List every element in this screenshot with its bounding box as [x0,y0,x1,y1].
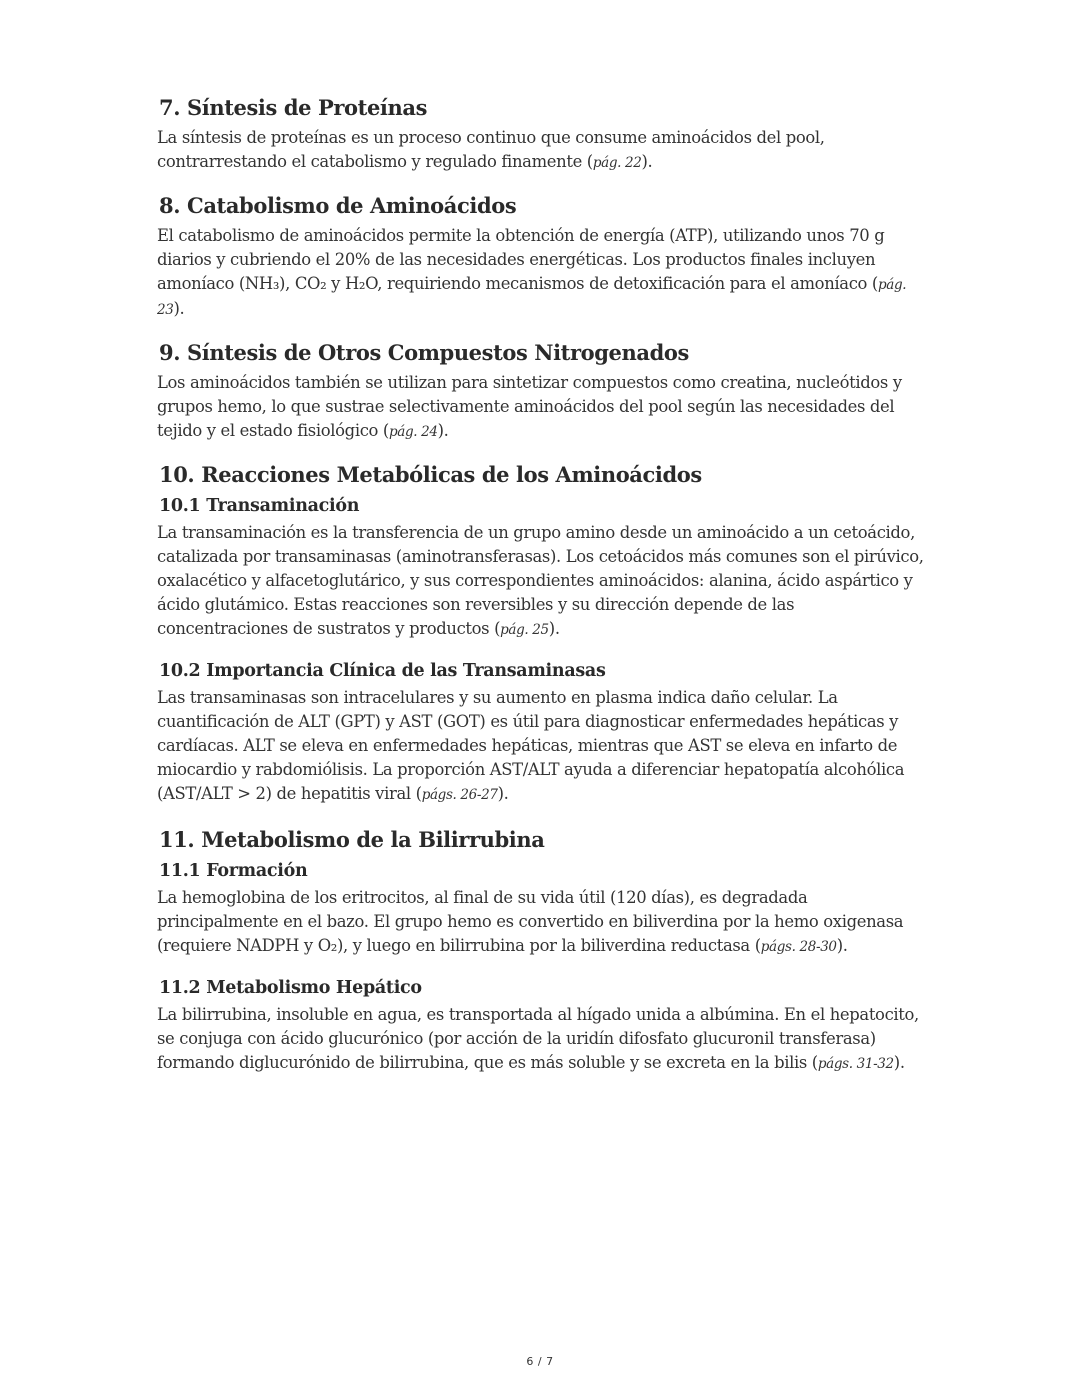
subsection-heading: 11.2 Metabolismo Hepático [159,978,422,998]
page-reference: págs. 26-27 [421,787,498,803]
page-reference: pág. 24 [388,424,438,440]
subsection-paragraph: La hemoglobina de los eritrocitos, al final de su vida útil (120 días), es degradada principalmente en el bazo. El grupo hemo es convertido en biliverdina por la hemo oxigenasa (requiere NADPH y O₂), y luego en bilirrubina por la biliverdina reductasa (págs. 28-30). [157,888,904,955]
page-reference: pág. 22 [592,155,642,171]
section-paragraph: La síntesis de proteínas es un proceso continuo que consume aminoácidos del pool, contrarrestando el catabolismo y regulado finamente (pág. 22). [157,128,825,171]
subsection-transamination [157,493,927,642]
section-nitrogen-compounds [157,338,927,444]
section-paragraph: El catabolismo de aminoácidos permite la obtención de energía (ATP), utilizando unos 70 g diarios y cubriendo el 20% de las necesidades energéticas. Los productos finales incluyen amoníaco (NH₃), CO₂ y H₂O, requiriendo mecanismos de detoxificación para el amoníaco (pág. 23). [157,226,907,318]
subsection-hepatic-metabolism [157,975,927,1076]
subsection-formation [157,858,927,959]
section-protein-synthesis [157,93,927,175]
page-reference: págs. 28-30 [760,939,837,955]
document-page [157,93,927,1076]
section-heading: 11. Metabolismo de la Bilirrubina [159,827,545,852]
section-metabolic-reactions [157,460,927,807]
subsection-paragraph: La bilirrubina, insoluble en agua, es transportada al hígado unida a albúmina. En el hepatocito, se conjuga con ácido glucurónico (por acción de la uridín difosfato glucuronil transferasa) formando diglucurónido de bilirrubina, que es más soluble y se excreta en la bilis (págs. 31-32). [157,1005,919,1072]
subsection-paragraph: Las transaminasas son intracelulares y su aumento en plasma indica daño celular. La cuantificación de ALT (GPT) y AST (GOT) es útil para diagnosticar enfermedades hepáticas y cardíacas. ALT se eleva en enfermedades hepáticas, mientras que AST se eleva en infarto de miocardio y rabdomiólisis. La proporción AST/ALT ayuda a diferenciar hepatopatía alcohólica (AST/ALT > 2) de hepatitis viral (págs. 26-27). [157,688,905,803]
subsection-heading: 10.1 Transaminación [159,496,360,516]
section-amino-acid-catabolism [157,191,927,322]
subsection-heading: 11.1 Formación [159,861,308,881]
section-paragraph: Los aminoácidos también se utilizan para sintetizar compuestos como creatina, nucleótidos y grupos hemo, lo que sustrae selectivamente aminoácidos del pool según las necesidades del tejido y el estado fisiológico (pág. 24). [157,373,902,440]
subsection-transaminases-clinical [157,658,927,807]
page-number: 6 / 7 [526,1355,554,1368]
section-heading: 10. Reacciones Metabólicas de los Aminoácidos [159,462,702,487]
section-heading: 9. Síntesis de Otros Compuestos Nitrogenados [159,340,689,365]
section-bilirubin-metabolism [157,825,927,1076]
subsection-paragraph: La transaminación es la transferencia de un grupo amino desde un aminoácido a un cetoácido, catalizada por transaminasas (aminotransferasas). Los cetoácidos más comunes son el pirúvico, oxalacético y alfacetoglutárico, y sus correspondientes aminoácidos: alanina, ácido aspártico y ácido glutámico. Estas reacciones son reversibles y su dirección depende de las concentraciones de sustratos y productos (pág. 25). [157,523,924,638]
page-reference: pág. 25 [500,622,549,638]
page-reference: págs. 31-32 [817,1056,894,1072]
section-heading: 7. Síntesis de Proteínas [159,95,427,120]
subsection-heading: 10.2 Importancia Clínica de las Transaminasas [159,661,606,681]
page-reference: pág. 23 [157,277,907,318]
section-heading: 8. Catabolismo de Aminoácidos [159,193,517,218]
